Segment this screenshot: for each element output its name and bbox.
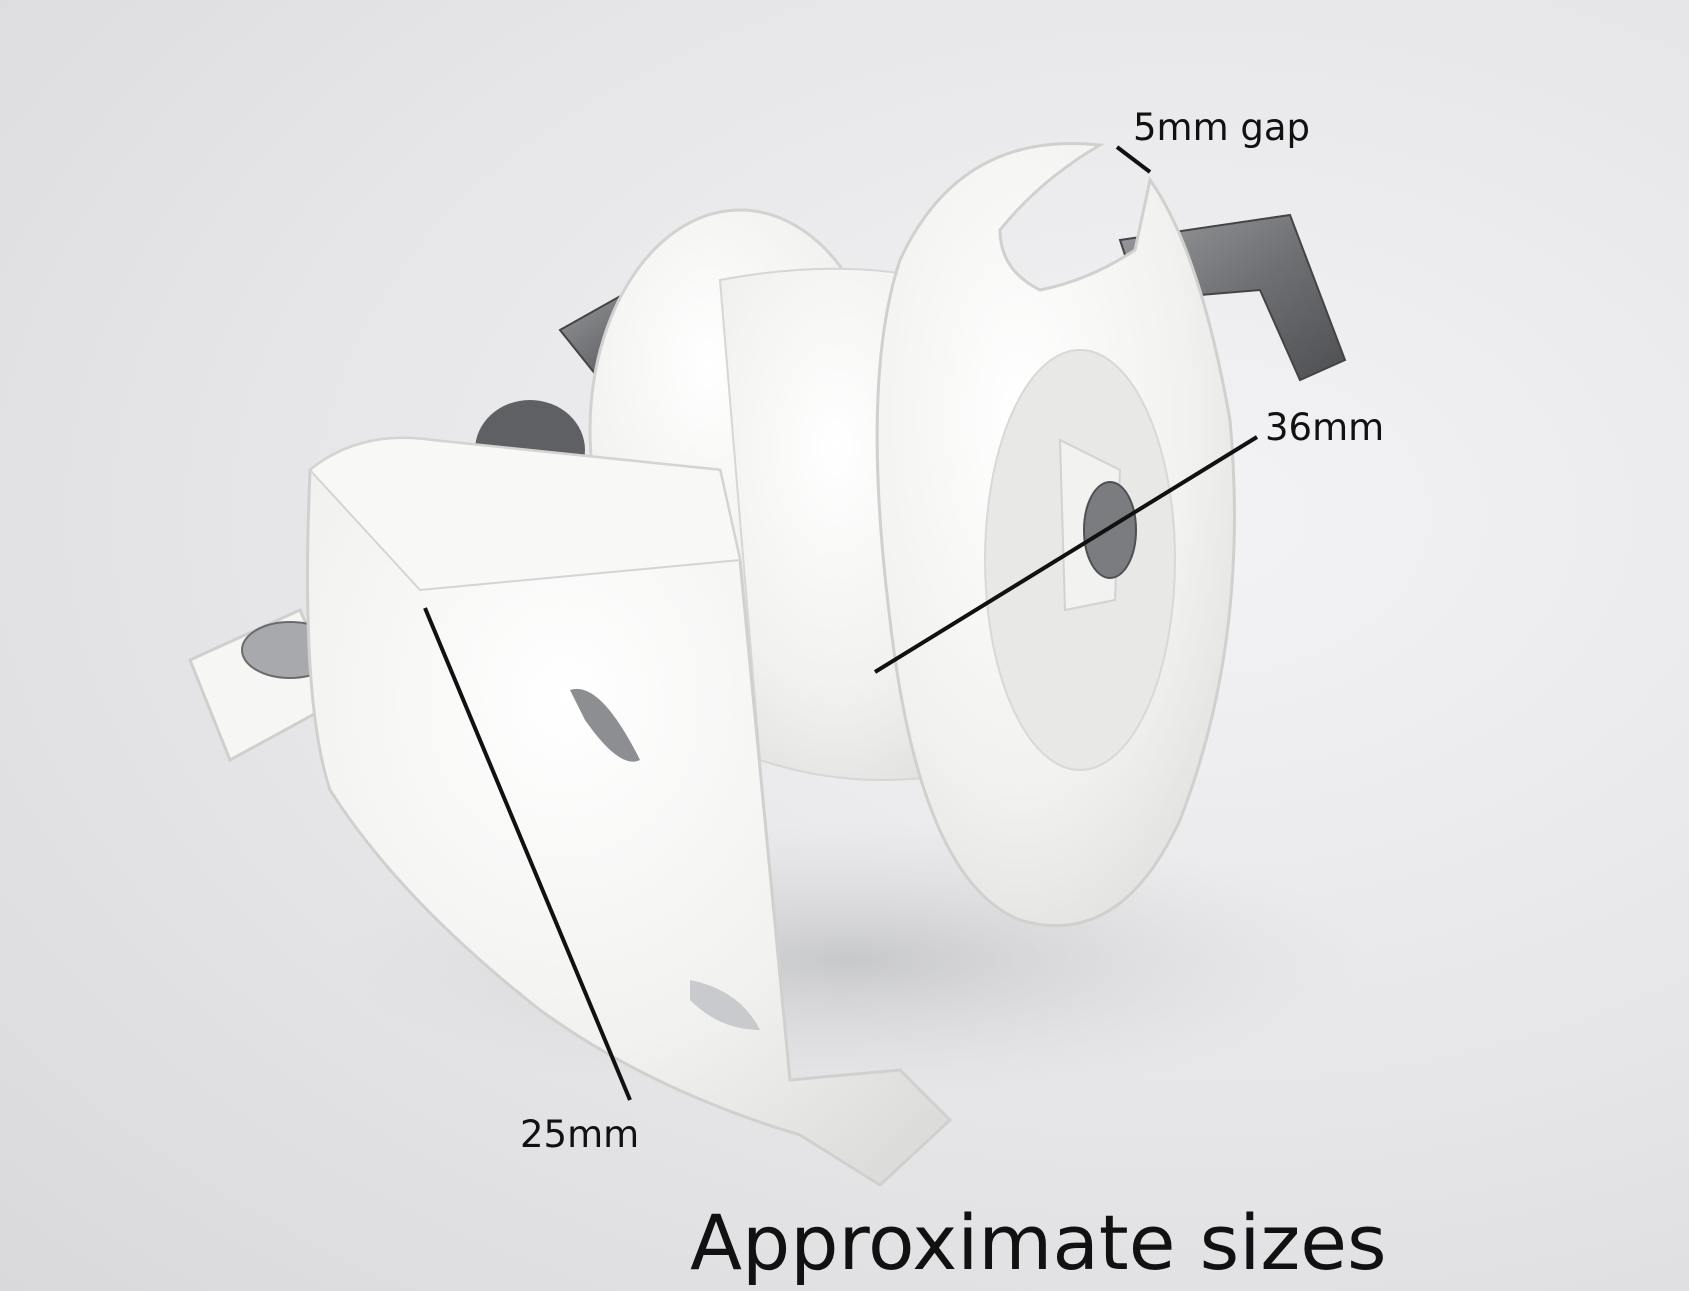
diameter-annotation: 36mm [1265, 406, 1385, 449]
width-annotation: 25mm [520, 1113, 640, 1156]
gap-annotation: 5mm gap [1133, 106, 1311, 149]
gap-pointer-line [1117, 147, 1150, 172]
caption: Approximate sizes [690, 1198, 1387, 1287]
axle-pin [1084, 482, 1136, 578]
